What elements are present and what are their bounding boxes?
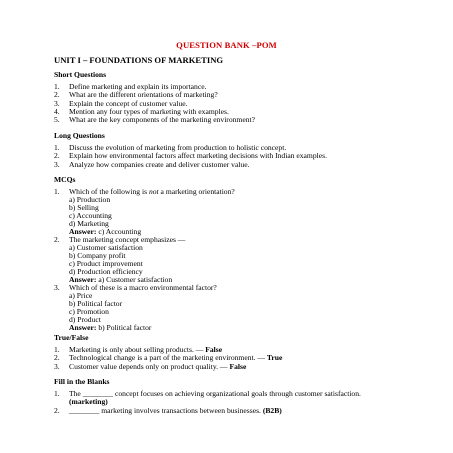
list-item: 3. Analyze how companies create and deliver customer value. [54,159,250,169]
list-item: 5. What are the key components of the marketing environment? [54,115,255,125]
fill-blanks-list [54,390,389,415]
mcq-question: 1. Which of the following is not a marketing orientation? a) Production b) Selling c) Accounting d) Marketing Answer: c) Accounting [54,188,414,236]
list-item: 2. What are the different orientations of marketing? [54,90,218,100]
list-item: 1. Define marketing and explain its importance. [54,82,207,91]
mcq-option: a) Production [69,195,111,205]
list-item: 1. Discuss the evolution of marketing from production to holistic concept. [54,143,287,152]
document-title: QUESTION BANK –POM [176,40,277,50]
mcq-option: d) Production efficiency [69,266,143,276]
list-item: 3. Explain the concept of customer value. [54,98,188,108]
mcq-answer: Answer: b) Political factor [69,322,152,332]
list-item: 1. Marketing is only about selling products. — False [54,345,223,354]
mcq-option: a) Price [69,290,93,300]
mcq-option: b) Company profit [69,251,126,261]
mcq-answer: Answer: c) Accounting [69,226,142,236]
mcq-option: c) Accounting [69,211,112,221]
true-false-list [54,346,424,371]
mcq-option: c) Product improvement [69,258,143,268]
list-item: 2. ________ marketing involves transactions between businesses. (B2B) [54,405,282,415]
long-questions-list [54,144,424,169]
mcq-option: c) Promotion [69,306,109,316]
fill-blanks-heading: Fill in the Blanks [54,377,110,386]
mcq-answer: Answer: a) Customer satisfaction [69,274,173,284]
list-item: 2. Technological change is a part of the marketing environment. — True [54,353,283,363]
mcq-list [54,188,414,331]
mcq-option: d) Marketing [69,219,109,229]
mcq-option: d) Product [69,314,101,324]
short-questions-list [54,83,414,124]
mcq-heading: MCQs [54,175,76,184]
list-item: 4. Mention any four types of marketing with examples. [54,106,229,116]
short-questions-heading: Short Questions [54,70,107,79]
true-false-heading: True/False [54,333,89,342]
unit-heading: UNIT I – FOUNDATIONS OF MARKETING [54,55,224,65]
long-questions-heading: Long Questions [54,131,105,140]
list-item: 3. Customer value depends only on product quality. — False [54,361,247,371]
mcq-question: 2. The marketing concept emphasizes — a) Customer satisfaction b) Company profit c) Product improvement d) Production efficiency Answer: a) Customer satisfaction [54,236,414,284]
list-item: 2. Explain how environmental factors affect marketing decisions with Indian examples. [54,151,327,161]
list-item: 1. The ________ concept focuses on achieving organizational goals through customer satisfaction. (marketing) [54,389,361,407]
mcq-option: b) Selling [69,203,99,213]
mcq-option: a) Customer satisfaction [69,243,143,253]
mcq-option: b) Political factor [69,298,123,308]
mcq-question: 3. Which of these is a macro environmental factor? a) Price b) Political factor c) Promotion d) Product Answer: b) Political factor [54,284,414,332]
